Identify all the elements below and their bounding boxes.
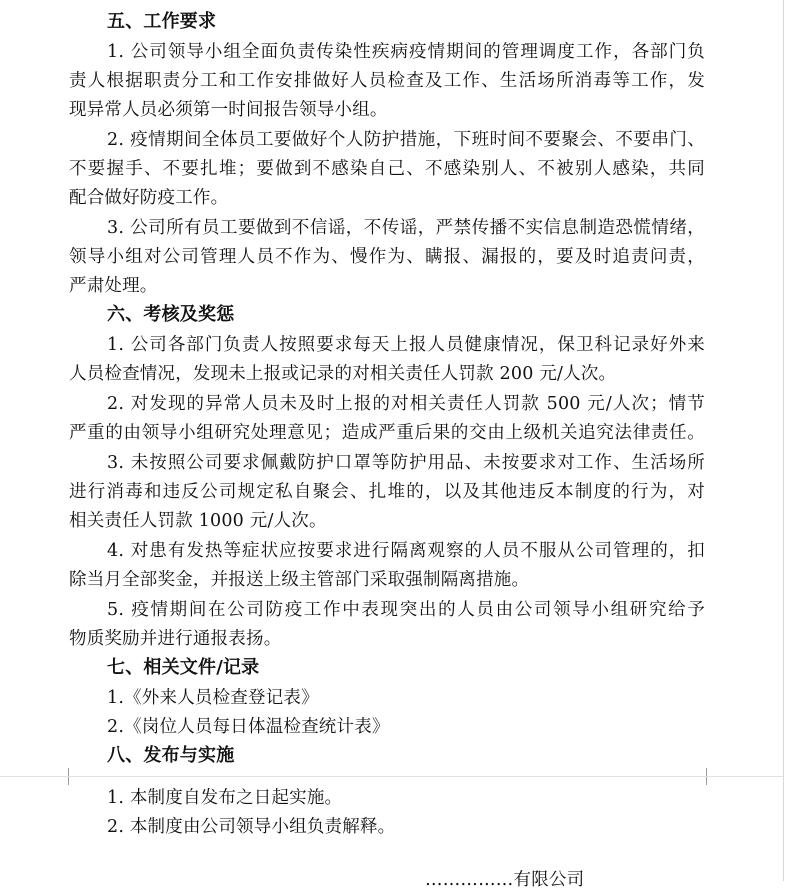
s6-item1-line2: 人员检查情况，发现未上报或记录的对相关责任人罚款 200 元/人次。 <box>69 364 617 384</box>
s5-item3-line3: 严肃处理。 <box>69 276 158 296</box>
page-corner-mark-right-bottom <box>706 776 729 785</box>
s5-item3-line2: 领导小组对公司管理人员不作为、慢作为、瞒报、漏报的，要及时追责问责， <box>69 247 705 267</box>
s6-item4-line2: 除当月全部奖金，并报送上级主管部门采取强制隔离措施。 <box>69 570 530 590</box>
section-5-title: 五、工作要求 <box>107 11 217 32</box>
page-corner-mark-left-bottom <box>46 776 69 785</box>
s6-item3-line2: 进行消毒和违反公司规定私自聚会、扎堆的，以及其他违反本制度的行为，对 <box>69 482 705 502</box>
s5-item2-line2: 不要握手、不要扎堆；要做到不感染自己、不感染别人、不被别人感染，共同 <box>69 159 705 179</box>
s6-item4-line1: 4. 对患有发热等症状应按要求进行隔离观察的人员不服从公司管理的，扣 <box>107 541 705 561</box>
s5-item3-line1: 3. 公司所有员工要做到不信谣，不传谣，严禁传播不实信息制造恐慌情绪， <box>107 218 705 238</box>
page-right-border <box>783 0 784 881</box>
s7-item2: 2.《岗位人员每日体温检查统计表》 <box>107 717 390 737</box>
company-signature: ……………有限公司 <box>425 870 585 890</box>
s5-item2-line3: 配合做好防疫工作。 <box>69 188 229 208</box>
s6-item5-line1: 5. 疫情期间在公司防疫工作中表现突出的人员由公司领导小组研究给予 <box>107 600 705 620</box>
page-break-divider <box>0 776 783 777</box>
s5-item1-line2: 责人根据职责分工和工作安排做好人员检查及工作、生活场所消毒等工作，发 <box>69 71 705 91</box>
section-6-title: 六、考核及奖惩 <box>107 304 235 325</box>
section-8-title: 八、发布与实施 <box>107 745 235 766</box>
s6-item1-line1: 1. 公司各部门负责人按照要求每天上报人员健康情况，保卫科记录好外来 <box>107 335 705 355</box>
s6-item3-line1: 3. 未按照公司要求佩戴防护口罩等防护用品、未按要求对工作、生活场所 <box>107 453 705 473</box>
s8-item2: 2. 本制度由公司领导小组负责解释。 <box>107 817 396 837</box>
s6-item5-line2: 物质奖励并进行通报表扬。 <box>69 629 282 649</box>
s5-item2-line1: 2. 疫情期间全体员工要做好个人防护措施，下班时间不要聚会、不要串门、 <box>107 130 705 150</box>
s6-item2-line2: 严重的由领导小组研究处理意见；造成严重后果的交由上级机关追究法律责任。 <box>69 423 705 443</box>
s7-item1: 1.《外来人员检查登记表》 <box>107 688 319 708</box>
section-7-title: 七、相关文件/记录 <box>107 657 260 678</box>
s8-item1: 1. 本制度自发布之日起实施。 <box>107 788 343 808</box>
s6-item2-line1: 2. 对发现的异常人员未及时上报的对相关责任人罚款 500 元/人次；情节 <box>107 394 705 414</box>
s5-item1-line1: 1. 公司领导小组全面负责传染性疾病疫情期间的管理调度工作，各部门负 <box>107 42 705 62</box>
s5-item1-line3: 现异常人员必须第一时间报告领导小组。 <box>69 100 388 120</box>
s6-item3-line3: 相关责任人罚款 1000 元/人次。 <box>69 511 327 531</box>
